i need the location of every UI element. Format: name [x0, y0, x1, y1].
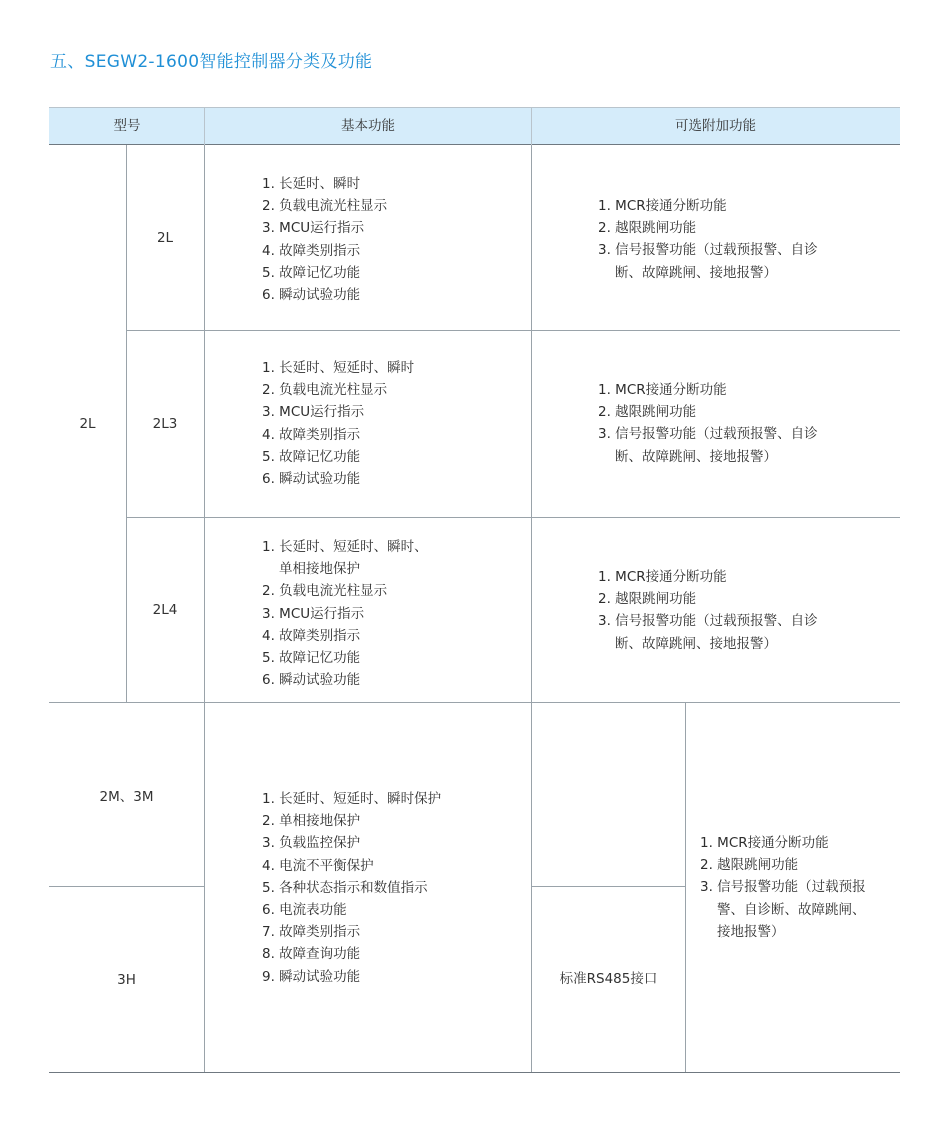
basic-functions-2l4	[262, 536, 428, 691]
grid-line	[204, 145, 205, 1073]
list-item: 2. 越限跳闸功能	[598, 404, 697, 421]
header-basic-functions: 基本功能	[341, 118, 395, 134]
list-item: 6. 瞬动试验功能	[262, 672, 361, 689]
list-item: 接地报警）	[717, 923, 785, 940]
list-item: 8. 故障查询功能	[262, 946, 361, 963]
list-item: 1. MCR接通分断功能	[598, 198, 727, 214]
list-item: 1. 长延时、瞬时	[262, 176, 361, 192]
optional-functions-m	[700, 832, 866, 943]
list-item: 2. 单相接地保护	[262, 813, 361, 830]
list-item: 断、故障跳闸、接地报警）	[615, 264, 777, 281]
list-item: 3. 负载监控保护	[262, 835, 361, 852]
list-item: 6. 瞬动试验功能	[262, 471, 361, 488]
grid-line	[531, 886, 685, 887]
optional-functions-2l	[598, 195, 818, 284]
list-item: 4. 故障类别指示	[262, 426, 361, 443]
list-item: 1. MCR接通分断功能	[598, 569, 727, 585]
model-3h: 3H	[117, 971, 136, 988]
list-item: 2. 越限跳闸功能	[598, 220, 697, 237]
list-item: 4. 故障类别指示	[262, 627, 361, 644]
list-item: 1. MCR接通分断功能	[598, 382, 727, 398]
model-2m-3m: 2M、3M	[99, 788, 154, 805]
list-item: 5. 故障记忆功能	[262, 448, 361, 465]
optional-functions-2l4	[598, 566, 818, 655]
header-divider	[531, 107, 532, 145]
model-2l4: 2L4	[152, 602, 178, 618]
list-item: 7. 故障类别指示	[262, 924, 361, 941]
list-item: 3. 信号报警功能（过载预报警、自诊	[598, 242, 818, 259]
group-2l-label: 2L	[79, 415, 96, 432]
list-item: 3. MCU运行指示	[262, 220, 365, 237]
list-item: 1. 长延时、短延时、瞬时、	[262, 539, 428, 555]
list-item: 4. 电流不平衡保护	[262, 857, 374, 874]
table-header	[49, 107, 900, 145]
list-item: 1. 长延时、短延时、瞬时	[262, 360, 415, 376]
list-item: 3. 信号报警功能（过载预报警、自诊	[598, 426, 818, 443]
list-item: 6. 瞬动试验功能	[262, 287, 361, 304]
basic-functions-2l	[262, 173, 387, 306]
list-item: 4. 故障类别指示	[262, 242, 361, 259]
list-item: 5. 故障记忆功能	[262, 264, 361, 281]
model-2l3: 2L3	[152, 416, 178, 432]
header-model: 型号	[113, 118, 141, 134]
list-item: 1. 长延时、短延时、瞬时保护	[262, 791, 442, 807]
list-item: 3. MCU运行指示	[262, 605, 365, 622]
list-item: 2. 越限跳闸功能	[598, 591, 697, 608]
basic-functions-2l3	[262, 357, 414, 490]
list-item: 2. 越限跳闸功能	[700, 857, 799, 874]
list-item: 2. 负载电流光柱显示	[262, 198, 388, 215]
grid-line	[685, 702, 686, 1073]
list-item: 单相接地保护	[279, 561, 360, 578]
optional-functions-2l3	[598, 379, 818, 468]
list-item: 3. 信号报警功能（过载预报	[700, 879, 866, 896]
list-item: 2. 负载电流光柱显示	[262, 583, 388, 600]
list-item: 3. MCU运行指示	[262, 404, 365, 421]
rs485-interface: 标准RS485接口	[559, 971, 658, 987]
header-optional-functions: 可选附加功能	[675, 118, 756, 134]
page-title: 五、SEGW2-1600智能控制器分类及功能	[50, 52, 373, 72]
grid-line	[126, 330, 900, 331]
model-2l: 2L	[156, 229, 174, 246]
list-item: 断、故障跳闸、接地报警）	[615, 635, 777, 652]
list-item: 3. 信号报警功能（过载预报警、自诊	[598, 613, 818, 630]
list-item: 1. MCR接通分断功能	[700, 835, 829, 851]
list-item: 2. 负载电流光柱显示	[262, 382, 388, 399]
basic-functions-m	[262, 788, 441, 988]
list-item: 9. 瞬动试验功能	[262, 968, 361, 985]
list-item: 6. 电流表功能	[262, 902, 347, 919]
grid-line	[531, 145, 532, 1073]
list-item: 警、自诊断、故障跳闸、	[717, 901, 866, 918]
grid-line	[126, 517, 900, 518]
list-item: 5. 故障记忆功能	[262, 650, 361, 667]
table-bottom-line	[49, 1072, 900, 1073]
list-item: 断、故障跳闸、接地报警）	[615, 448, 777, 465]
list-item: 5. 各种状态指示和数值指示	[262, 879, 428, 896]
header-divider	[204, 107, 205, 145]
